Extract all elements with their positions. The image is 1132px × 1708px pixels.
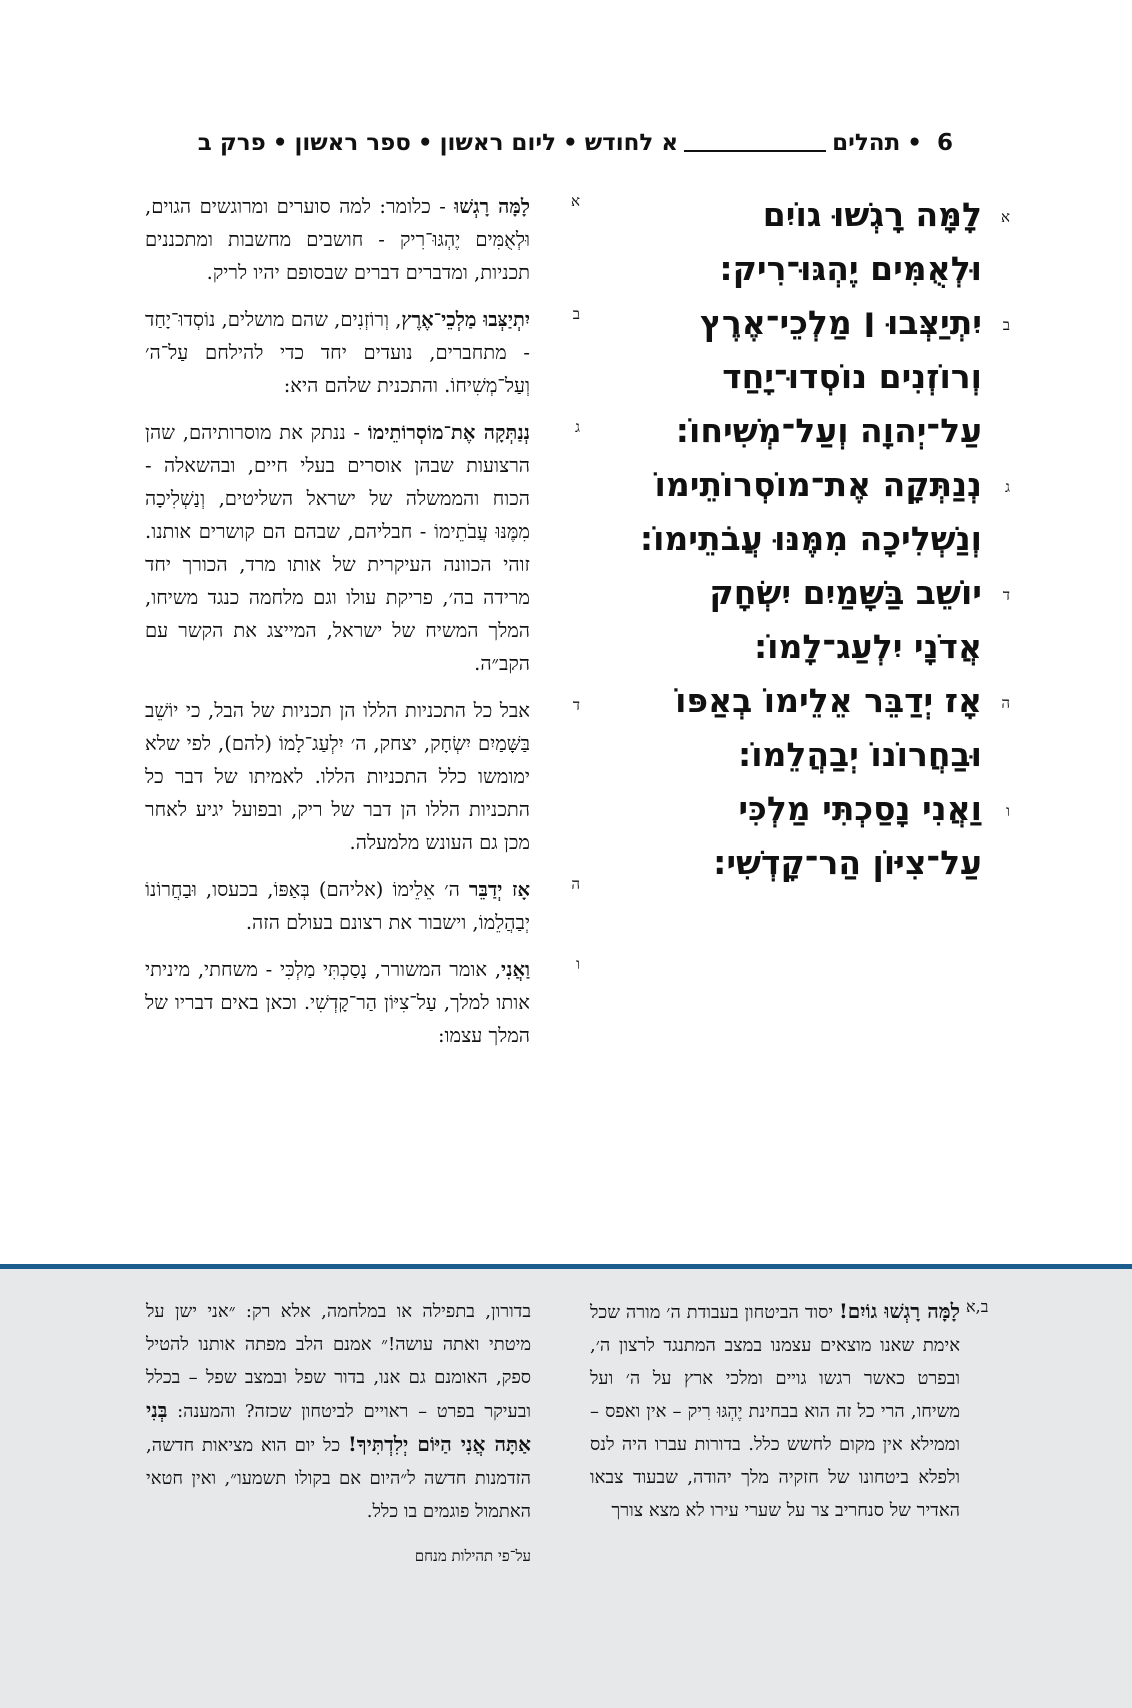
verse-number: ד xyxy=(572,696,580,714)
page-number: 6 xyxy=(936,130,953,156)
verse-number: ג xyxy=(1005,478,1010,496)
psalm-line xyxy=(652,836,982,890)
chapter-label: פרק ב xyxy=(197,130,266,156)
explanation: אבל כל התכניות הללו הן תכניות של הבל, כי יוֹשֵׁב בַּשָּׁמַיִם יִשְׂחָק, יצחק, ה׳ יִלְעַג־לָמוֹ (להם), לפי שלא ימומשו כלל התכניות הללו. לאמיתו של דבר כל התכניות הללו הן דבר של ריק, ובפועל יגיע לאחר מכן גם העונש מלמעלה. xyxy=(145,699,530,854)
insight-lemma: לָמָּה רָגְשׁוּ גוֹיִם! xyxy=(839,1299,960,1323)
verse-text: יִתְיַצְּבוּ ׀ מַלְכֵי־אֶרֶץ xyxy=(700,303,982,342)
explanation: , וְרוֹזְנִים, שהם מושלים, נוֹסְדוּ־יָחַד - מתחברים, נועדים יחד כדי להילחם עַל־ה׳ וְעַל־מְשִׁיחוֹ. והתכנית שלהם היא: xyxy=(145,308,530,397)
insight-text: כל יום הוא מציאות חדשה, הזדמנות חדשה ל״היום אם בקולו תשמעו״, ואין חטאי האתמול פוגמים בו כלל. xyxy=(146,1435,531,1522)
psalm-line xyxy=(652,620,982,674)
lemma: לָמָּה רָגְשׁוּ xyxy=(454,195,530,218)
explanation: - ננתק את מוסרותיהם, שהן הרצועות שבהן אוסרים בעלי חיים, ובהשאלה - הכוח והממשלה של ישראל השליטים, וְנַשְׁלִיכָה מִמֶּנּוּ עֲבֹתֵימוֹ - חבליהם, שבהם הם קושרים אותנו. זוהי הכוונה העיקרית של אותו מרד, הכורך יחד מרידה בה׳, פריקת עולו וגם מלחמה כנגד משיחו, המלך המשיח של ישראל, המייצג את הקשר עם הקב״ה. xyxy=(145,421,530,675)
commentary-entry xyxy=(145,953,580,1052)
commentary-entry xyxy=(145,190,580,289)
psalm-line xyxy=(652,782,1010,836)
psalm-line xyxy=(652,350,982,404)
source-credit: על־פי תהילות מנחם xyxy=(414,1547,531,1565)
verse-number: ה xyxy=(1001,694,1010,712)
lemma: יִתְיַצְּבוּ מַלְכֵי־אֶרֶץ xyxy=(401,308,531,331)
separator-dot: • xyxy=(907,130,922,156)
explanation: - כלומר: למה סוערים ומרוגשים הגוים, וּלְאֻמִּים יֶהְגּוּ־רִיק - חושבים מחשבות ומתכננים תכניות, ומדברים דברים שבסופם יהיו לריק. xyxy=(145,195,530,284)
separator-dot: • xyxy=(563,130,578,156)
psalm-line xyxy=(639,512,982,566)
verse-number: ג xyxy=(575,418,580,436)
header-rule xyxy=(684,150,826,152)
explanation: ה׳ אֵלֵימוֹ (אליהם) בְּאַפּוֹ, בכעסו, וּבַחֲרוֹנוֹ יְבַהֲלֵמוֹ, וישבור את רצונם בעולם הזה. xyxy=(145,878,530,934)
commentary-entry xyxy=(145,873,580,939)
psalm-line xyxy=(652,404,982,458)
verse-text: יוֹשֵׁב בַּשָּׁמַיִם יִשְׂחָק xyxy=(709,573,982,612)
insight-column-right xyxy=(590,1295,960,1527)
verse-text: עַל־צִיּוֹן הַר־קָדְשִׁי: xyxy=(713,843,982,882)
explanation: , אומר המשורר, נָסַכְתִּי מַלְכִּי - משחתי, מיניתי אותו למלך, עַל־צִיּוֹן הַר־קָדְשִׁי. וכאן באים דבריו של המלך עצמו: xyxy=(145,958,530,1047)
commentary-text xyxy=(145,873,530,939)
book-part: ספר ראשון xyxy=(294,130,411,156)
verse-number: ו xyxy=(576,955,580,973)
commentary-text xyxy=(145,953,530,1052)
lemma: וַאֲנִי xyxy=(501,958,530,981)
verse-text: לָמָּה רָגְשׁוּ גוֹיִם xyxy=(762,195,982,234)
verse-text: נְנַתְּקָה אֶת־מוֹסְרוֹתֵימוֹ xyxy=(654,465,982,504)
commentary-text xyxy=(145,303,530,402)
psalm-line xyxy=(652,566,1010,620)
commentary-entry xyxy=(145,694,580,859)
commentary-text xyxy=(145,694,530,859)
verse-text: אָז יְדַבֵּר אֵלֵימוֹ בְאַפּוֹ xyxy=(675,681,982,720)
verse-number: א xyxy=(1000,208,1010,226)
insight-text: יסוד הביטחון בעבודת ה׳ מורה שכל אימת שאנו מוצאים עצמנו במצב המתנגד לרצון ה׳, ובפרט כאשר רגשו גויים ומלכי ארץ על ה׳ ועל משיחו, הרי כל זה הוא בבחינת יֶהְגּוּ רִיק – אין ואפס – וממילא אין מקום לחשש כלל. בדורות עברו היה לנס ולפלא ביטחונו של חזקיה מלך יהודה, שבעוד צבאו האדיר של סנחריב צר על שערי עירו לא מצא צורך xyxy=(590,1302,960,1521)
psalm-text xyxy=(639,188,1010,890)
verse-text: וּלְאֻמִּים יֶהְגּוּ־רִיק: xyxy=(719,249,982,288)
lemma: אָז יְדַבֵּר xyxy=(468,878,531,901)
day-of-week: ליום ראשון xyxy=(439,130,557,156)
verse-text: וַאֲנִי נָסַכְתִּי מַלְכִּי xyxy=(738,789,982,828)
psalm-line xyxy=(652,188,1010,242)
verse-text: וְנַשְׁלִיכָה מִמֶּנּוּ עֲבֹתֵימוֹ: xyxy=(639,519,982,558)
verse-number: ד xyxy=(1002,586,1010,604)
commentary-text xyxy=(145,190,530,289)
insight-text: בדורון, בתפילה או במלחמה, אלא רק: ״אני ישן על מיטתי ואתה עושה!״ אמנם הלב מפתה אותנו להטיל ספק, האומנם גם אנו, בדור שפל ובמצב שפל – בכלל ובעיקר בפרט – ראויים לביטחון שכזה? והמענה: xyxy=(146,1301,531,1422)
day-of-month: א לחודש xyxy=(584,130,679,156)
psalm-line xyxy=(652,728,982,782)
insight-box xyxy=(0,1269,1132,1708)
verse-number: ב xyxy=(1002,316,1010,334)
psalm-line xyxy=(652,296,1010,350)
verse-text: וְרוֹזְנִים נוֹסְדוּ־יָחַד xyxy=(722,357,982,396)
psalm-line xyxy=(652,458,1010,512)
verse-number: ב xyxy=(572,305,580,323)
psalm-line xyxy=(652,242,982,296)
commentary-entry xyxy=(145,303,580,402)
book-title: תהלים xyxy=(832,130,901,156)
insight-quote: בְּנִי אַתָּה אֲנִי הַיּוֹם יְלִדְתִּיךָ! xyxy=(146,1398,531,1456)
separator-dot: • xyxy=(417,130,433,156)
insight-column-left xyxy=(146,1295,531,1573)
verse-number: א xyxy=(570,192,580,210)
verse-number: ו xyxy=(1006,802,1010,820)
verse-text: אֲדֹנָי יִלְעַג־לָמוֹ: xyxy=(753,627,982,666)
commentary-column xyxy=(145,190,580,1066)
commentary-text xyxy=(145,416,530,680)
verse-text: וּבַחֲרוֹנוֹ יְבַהֲלֵמוֹ: xyxy=(738,735,982,774)
commentary-entry xyxy=(145,416,580,680)
separator-dot: • xyxy=(272,130,288,156)
verse-text: עַל־יְהוָה וְעַל־מְשִׁיחוֹ: xyxy=(675,411,982,450)
lemma: נְנַתְּקָה אֶת־מוֹסְרוֹתֵימוֹ xyxy=(367,421,530,444)
verse-reference: ב,א xyxy=(966,1297,989,1316)
psalm-line xyxy=(652,674,1010,728)
running-header xyxy=(145,122,953,156)
verse-number: ה xyxy=(571,875,580,893)
